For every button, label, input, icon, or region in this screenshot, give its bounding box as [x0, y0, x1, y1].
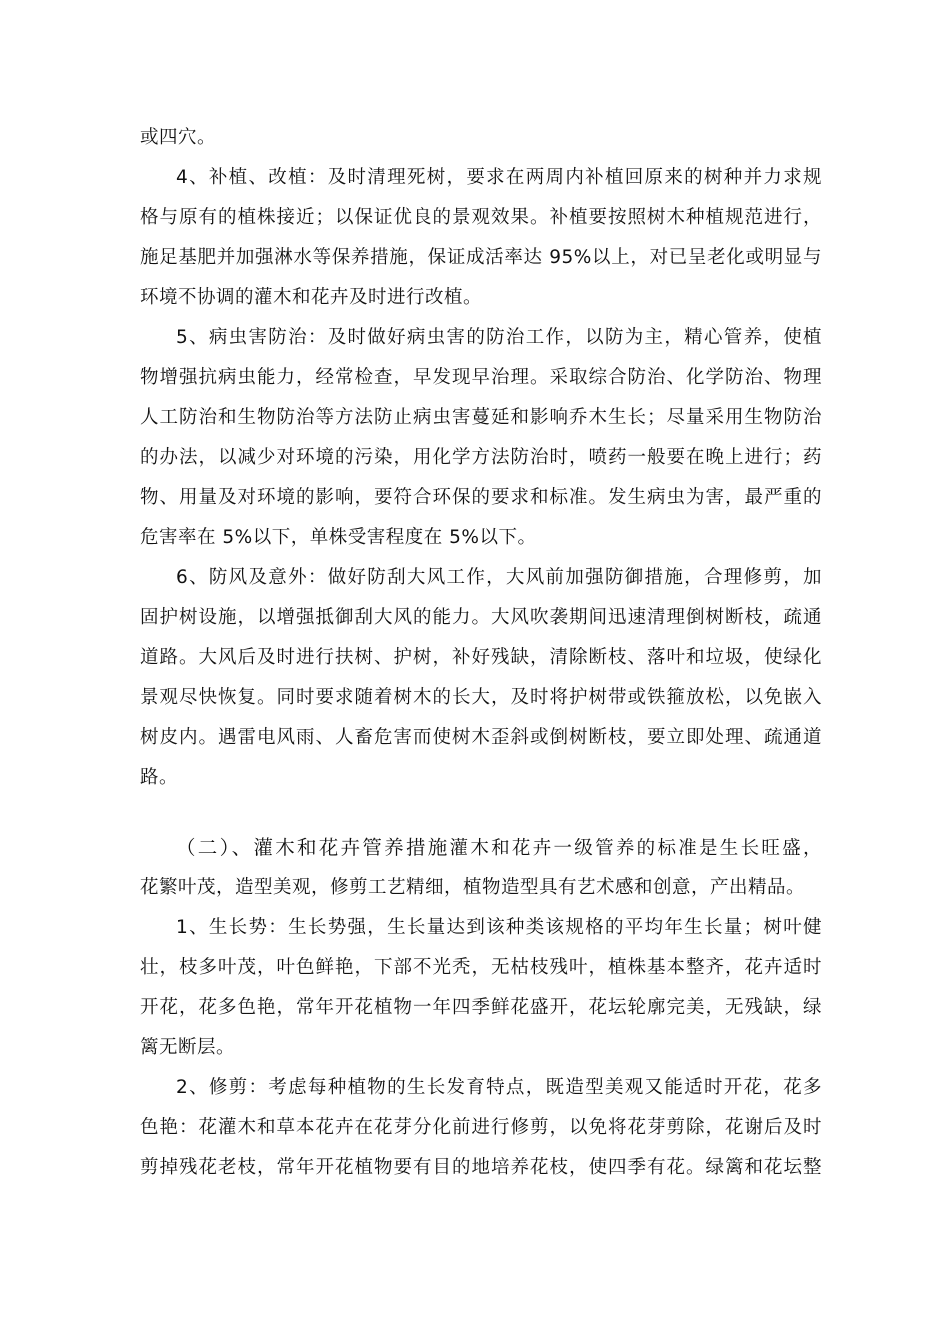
text-line: 1、生长势：生长势强，生长量达到该种类该规格的平均年生长量；树叶健: [176, 917, 822, 938]
section-heading-tail: 灌木和花卉一级管养的标准是生长旺盛，: [449, 838, 822, 859]
section-heading-line: [140, 828, 822, 868]
text-line: 2、修剪：考虑每种植物的生长发育特点，既造型美观又能适时开花，花多: [176, 1077, 822, 1098]
text-line: 或四穴。: [140, 127, 217, 148]
text-line: 6、防风及意外：做好防刮大风工作，大风前加强防御措施，合理修剪，加: [176, 567, 822, 588]
text-line: 环境不协调的灌木和花卉及时进行改植。: [140, 287, 483, 308]
text-line: 树皮内。遇雷电风雨、人畜危害而使树木歪斜或倒树断枝，要立即处理、疏通道: [140, 727, 822, 748]
text-line: 道路。大风后及时进行扶树、护树，补好残缺，清除断枝、落叶和垃圾，使绿化: [140, 647, 822, 668]
paragraph-gap: [140, 798, 822, 828]
text-line: 格与原有的植株接近；以保证优良的景观效果。补植要按照树木种植规范进行，: [140, 207, 822, 228]
text-line: 5、病虫害防治：及时做好病虫害的防治工作，以防为主，精心管养，使植: [176, 327, 822, 348]
text-line: 施足基肥并加强淋水等保养措施，保证成活率达 95%以上，对已呈老化或明显与: [140, 247, 822, 268]
text-line: 色艳：花灌木和草本花卉在花芽分化前进行修剪，以免将花芽剪除，花谢后及时: [140, 1117, 822, 1138]
section-heading: （二）、灌木和花卉管养措施: [176, 836, 450, 859]
text-line: 花繁叶茂，造型美观，修剪工艺精细，植物造型具有艺术感和创意，产出精品。: [140, 877, 806, 898]
text-line: 物、用量及对环境的影响，要符合环保的要求和标准。发生病虫为害，最严重的: [140, 487, 822, 508]
text-line: 人工防治和生物防治等方法防止病虫害蔓延和影响乔木生长；尽量采用生物防治: [140, 407, 822, 428]
text-line: 危害率在 5%以下，单株受害程度在 5%以下。: [140, 527, 537, 548]
text-line: 篱无断层。: [140, 1037, 236, 1058]
text-line: 固护树设施，以增强抵御刮大风的能力。大风吹袭期间迅速清理倒树断枝，疏通: [140, 607, 822, 628]
text-line: 剪掉残花老枝，常年开花植物要有目的地培养花枝，使四季有花。绿篱和花坛整: [140, 1157, 822, 1178]
text-line: 景观尽快恢复。同时要求随着树木的长大，及时将护树带或铁箍放松，以免嵌入: [140, 687, 822, 708]
text-line: 物增强抗病虫能力，经常检查，早发现早治理。采取综合防治、化学防治、物理: [140, 367, 822, 388]
text-line: 开花，花多色艳，常年开花植物一年四季鲜花盛开，花坛轮廓完美，无残缺，绿: [140, 997, 822, 1018]
text-line: 的办法，以减少对环境的污染，用化学方法防治时，喷药一般要在晚上进行；药: [140, 447, 822, 468]
text-line: 4、补植、改植：及时清理死树，要求在两周内补植回原来的树种并力求规: [176, 167, 822, 188]
text-line: 壮，枝多叶茂，叶色鲜艳，下部不光秃，无枯枝残叶，植株基本整齐，花卉适时: [140, 957, 822, 978]
text-line: 路。: [140, 767, 179, 788]
